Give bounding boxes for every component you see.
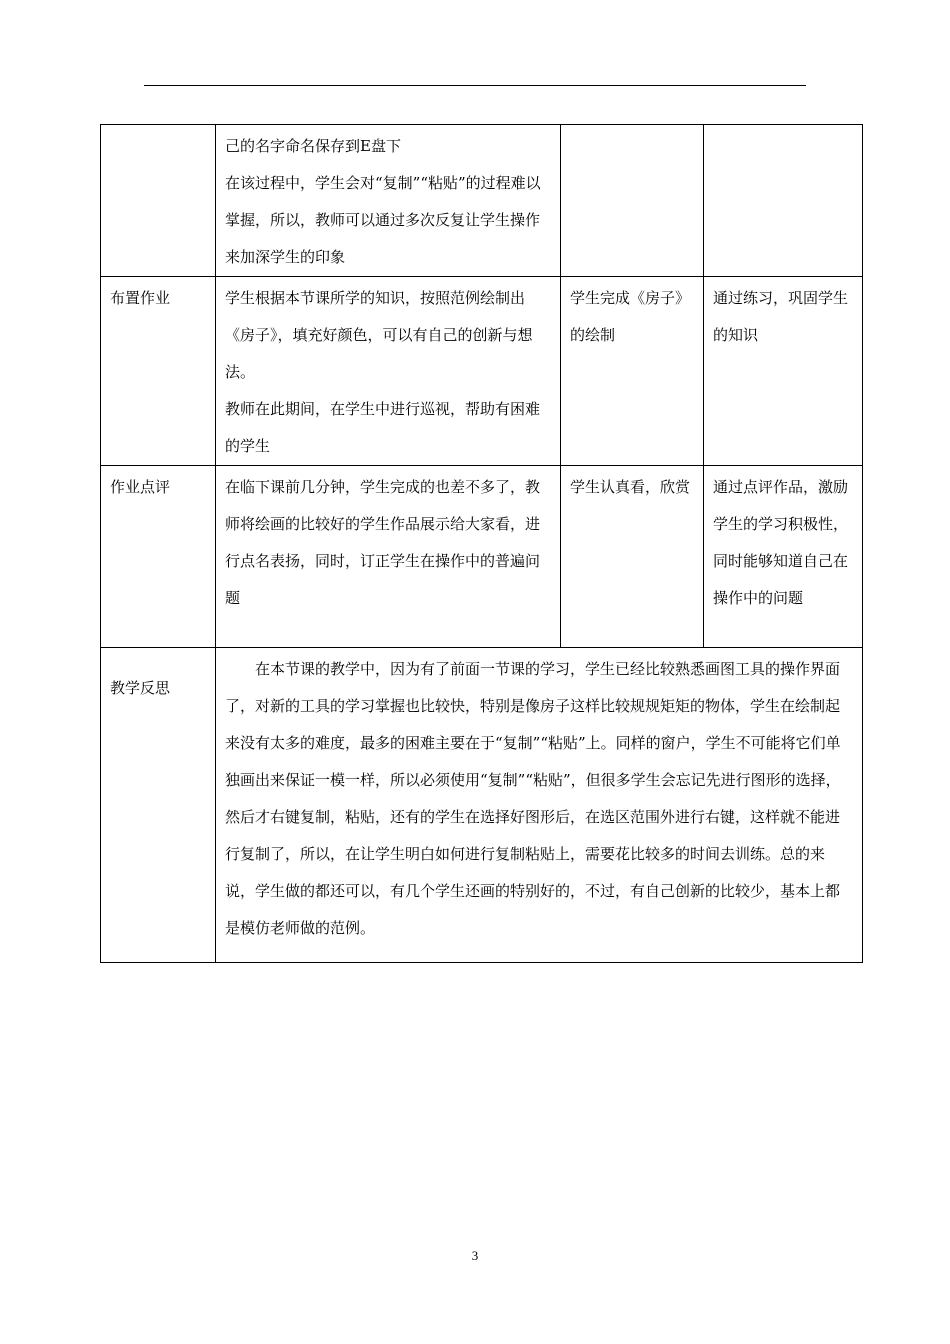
page-number: 3 — [471, 1248, 479, 1263]
design-purpose-cell: 通过练习，巩固学生的知识 — [704, 277, 863, 466]
lesson-plan-table — [100, 124, 863, 963]
table-row-reflection — [101, 648, 863, 963]
student-activity-cell: 学生认真看，欣赏 — [561, 466, 704, 648]
table-row-continued — [101, 125, 863, 277]
teacher-activity-cell: 在临下课前几分钟，学生完成的也差不多了，教师将绘画的比较好的学生作品展示给大家看，进行点名表扬，同时，订正学生在操作中的普遍问题 — [216, 466, 561, 648]
stage-label-review: 作业点评 — [101, 466, 216, 648]
reflection-cell — [216, 648, 863, 963]
teacher-activity-text: 在该过程中，学生会对“复制”“粘贴”的过程难以掌握，所以，教师可以通过多次反复让学生操作来加深学生的印象 — [225, 174, 541, 266]
table-row-review — [101, 466, 863, 648]
reflection-text: 在本节课的教学中，因为有了前面一节课的学习，学生已经比较熟悉画图工具的操作界面了，对新的工具的学习掌握也比较快，特别是像房子这样比较规规矩矩的物体，学生在绘制起来没有太多的难度，最多的困难主要在于“复制”“粘贴”上。同样的窗户，学生不可能将它们单独画出来保证一模一样，所以必须使用“复制”“粘贴”，但很多学生会忘记先进行图形的选择，然后才右键复制，粘贴，还有的学生在选择好图形后，在选区范围外进行右键，这样就不能进行复制了，所以，在让学生明白如何进行复制粘贴上，需要花比较多的时间去训练。总的来说，学生做的都还可以，有几个学生还画的特别好的，不过，有自己创新的比较少，基本上都是模仿老师做的范例。 — [225, 660, 841, 937]
design-purpose-cell: 通过点评作品，激励学生的学习积极性，同时能够知道自己在操作中的问题 — [704, 466, 863, 648]
header-rule — [144, 85, 806, 86]
stage-label-homework: 布置作业 — [101, 277, 216, 466]
design-purpose-cell — [704, 125, 863, 277]
table-row-homework — [101, 277, 863, 466]
student-activity-cell — [561, 125, 704, 277]
student-activity-cell: 学生完成《房子》的绘制 — [561, 277, 704, 466]
stage-label-cell — [101, 125, 216, 277]
teacher-activity-text: 教师在此期间，在学生中进行巡视，帮助有困难的学生 — [225, 400, 541, 455]
stage-label-reflection: 教学反思 — [101, 648, 216, 963]
teacher-activity-cell — [216, 125, 561, 277]
teacher-activity-cell — [216, 277, 561, 466]
teacher-activity-text: 学生根据本节课所学的知识，按照范例绘制出《房子》，填充好颜色，可以有自己的创新与想法。 — [225, 289, 533, 381]
teacher-activity-text: 己的名字命名保存到E盘下 — [225, 137, 401, 155]
